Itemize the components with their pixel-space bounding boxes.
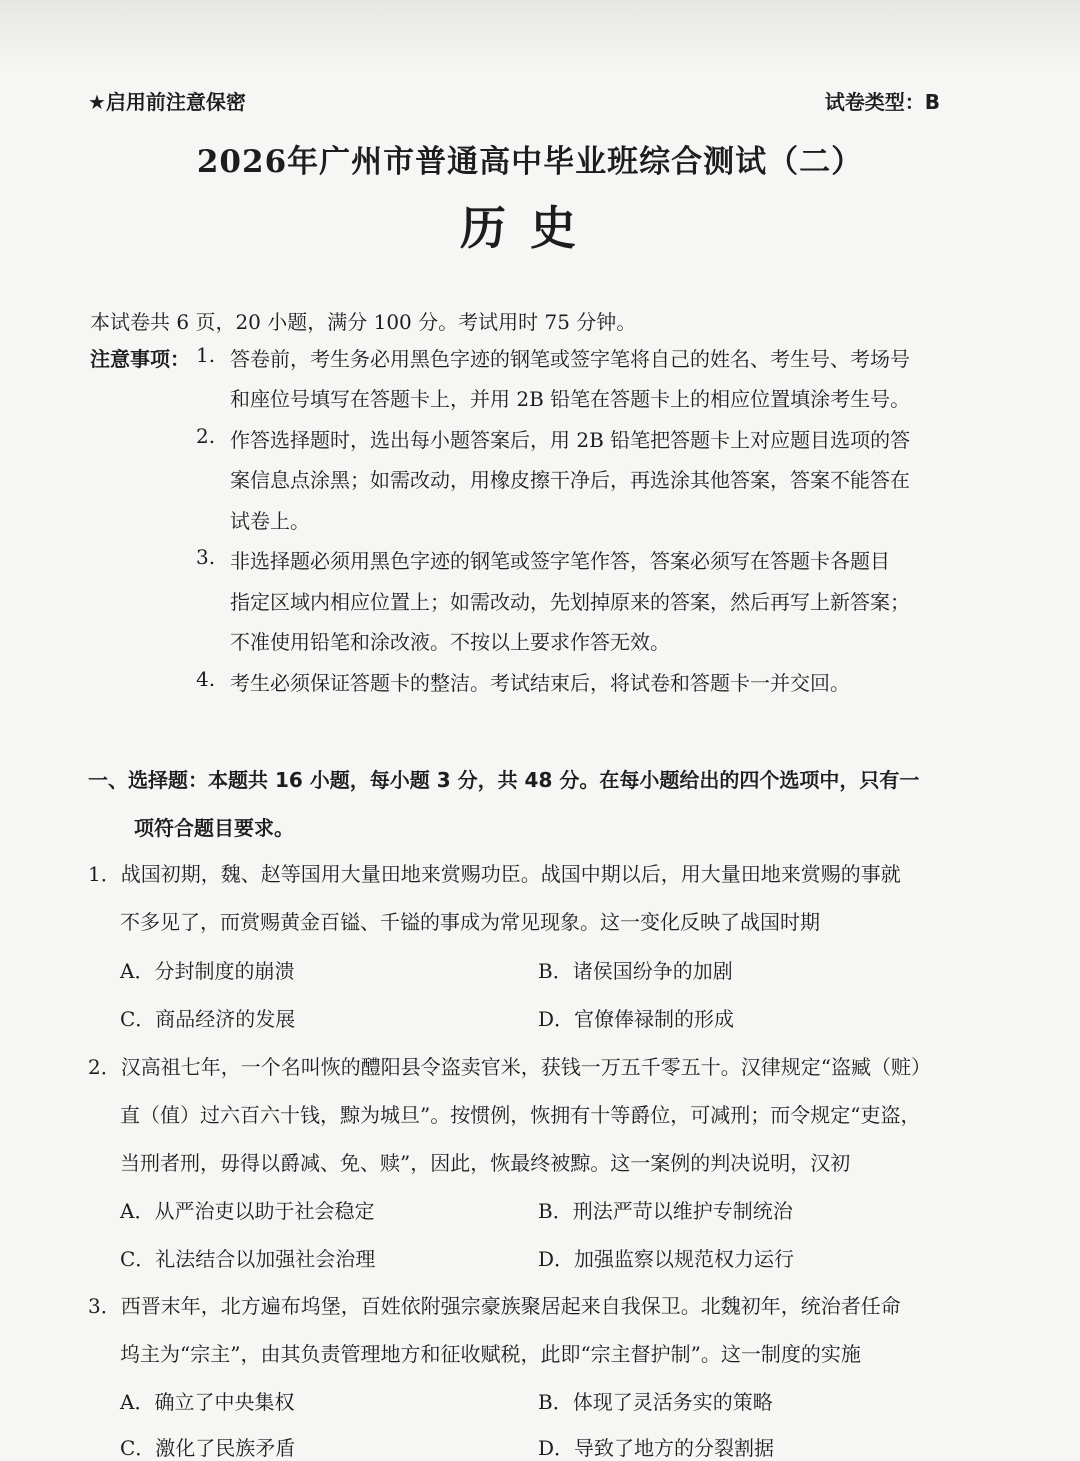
question-2-stem-cont: 当刑者刑，毋得以爵减、免、赎”，因此，恢最终被黥。这一案例的判决说明，汉初 bbox=[120, 1151, 851, 1175]
note-line: 试卷上。 bbox=[230, 509, 310, 533]
subject-title: 历史 bbox=[460, 201, 600, 255]
note-number: 4. bbox=[196, 667, 216, 691]
question-2-stem: 2．汉高祖七年，一个名叫恢的醴阳县令盗卖官米，获钱一万五千零五十。汉律规定“盗臧（赃） bbox=[88, 1055, 931, 1079]
exam-intro: 本试卷共 6 页，20 小题，满分 100 分。考试用时 75 分钟。 bbox=[90, 310, 637, 334]
note-line: 不准使用铅笔和涂改液。不按以上要求作答无效。 bbox=[230, 630, 670, 654]
confidential-note: ★启用前注意保密 bbox=[88, 90, 246, 114]
question-2-option-d: D．加强监察以规范权力运行 bbox=[538, 1247, 795, 1271]
exam-title: 2026年广州市普通高中毕业班综合测试（二） bbox=[196, 144, 864, 180]
question-1-stem-cont: 不多见了，而赏赐黄金百镒、千镒的事成为常见现象。这一变化反映了战国时期 bbox=[120, 910, 820, 934]
note-number: 1. bbox=[196, 343, 216, 367]
scan-shadow bbox=[0, 0, 1080, 70]
note-line: 考生必须保证答题卡的整洁。考试结束后，将试卷和答题卡一并交回。 bbox=[230, 671, 850, 695]
question-1-stem: 1．战国初期，魏、赵等国用大量田地来赏赐功臣。战国中期以后，用大量田地来赏赐的事就 bbox=[88, 862, 901, 886]
question-3-option-c: C．激化了民族矛盾 bbox=[120, 1436, 296, 1460]
question-3-stem-cont: 坞主为“宗主”，由其负责管理地方和征收赋税，此即“宗主督护制”。这一制度的实施 bbox=[120, 1342, 861, 1366]
note-line: 非选择题必须用黑色字迹的钢笔或签字笔作答，答案必须写在答题卡各题目 bbox=[230, 549, 890, 573]
note-line: 作答选择题时，选出每小题答案后，用 2B 铅笔把答题卡上对应题目选项的答 bbox=[230, 428, 911, 452]
question-1-option-c: C．商品经济的发展 bbox=[120, 1007, 296, 1031]
note-line: 案信息点涂黑；如需改动，用橡皮擦干净后，再选涂其他答案，答案不能答在 bbox=[230, 468, 910, 492]
note-line: 答卷前，考生务必用黑色字迹的钢笔或签字笔将自己的姓名、考生号、考场号 bbox=[230, 347, 910, 371]
question-2-stem-cont: 直（值）过六百六十钱，黥为城旦”。按惯例，恢拥有十等爵位，可减刑；而令规定“吏盗， bbox=[120, 1103, 921, 1127]
question-3-stem: 3．西晋末年，北方遍布坞堡，百姓依附强宗豪族聚居起来自我保卫。北魏初年，统治者任命 bbox=[88, 1294, 901, 1318]
paper-type: 试卷类型：B bbox=[824, 90, 940, 114]
question-2-option-a: A．从严治吏以助于社会稳定 bbox=[120, 1199, 375, 1223]
question-2-option-c: C．礼法结合以加强社会治理 bbox=[120, 1247, 376, 1271]
note-line: 和座位号填写在答题卡上，并用 2B 铅笔在答题卡上的相应位置填涂考生号。 bbox=[230, 387, 911, 411]
question-1-option-d: D．官僚俸禄制的形成 bbox=[538, 1007, 735, 1031]
question-3-option-b: B．体现了灵活务实的策略 bbox=[538, 1390, 773, 1414]
note-number: 2. bbox=[196, 424, 216, 448]
question-3-option-d: D．导致了地方的分裂割据 bbox=[538, 1436, 775, 1460]
section-heading: 一、选择题：本题共 16 小题，每小题 3 分，共 48 分。在每小题给出的四个选项中，只有一 bbox=[88, 768, 920, 792]
question-1-option-a: A．分封制度的崩溃 bbox=[120, 959, 295, 983]
note-number: 3. bbox=[196, 545, 216, 569]
question-3-option-a: A．确立了中央集权 bbox=[120, 1390, 295, 1414]
section-heading-cont: 项符合题目要求。 bbox=[134, 816, 294, 840]
notes-label: 注意事项： bbox=[90, 347, 190, 371]
question-1-option-b: B．诸侯国纷争的加剧 bbox=[538, 959, 733, 983]
question-2-option-b: B．刑法严苛以维护专制统治 bbox=[538, 1199, 793, 1223]
note-line: 指定区域内相应位置上；如需改动，先划掉原来的答案，然后再写上新答案； bbox=[230, 590, 910, 614]
